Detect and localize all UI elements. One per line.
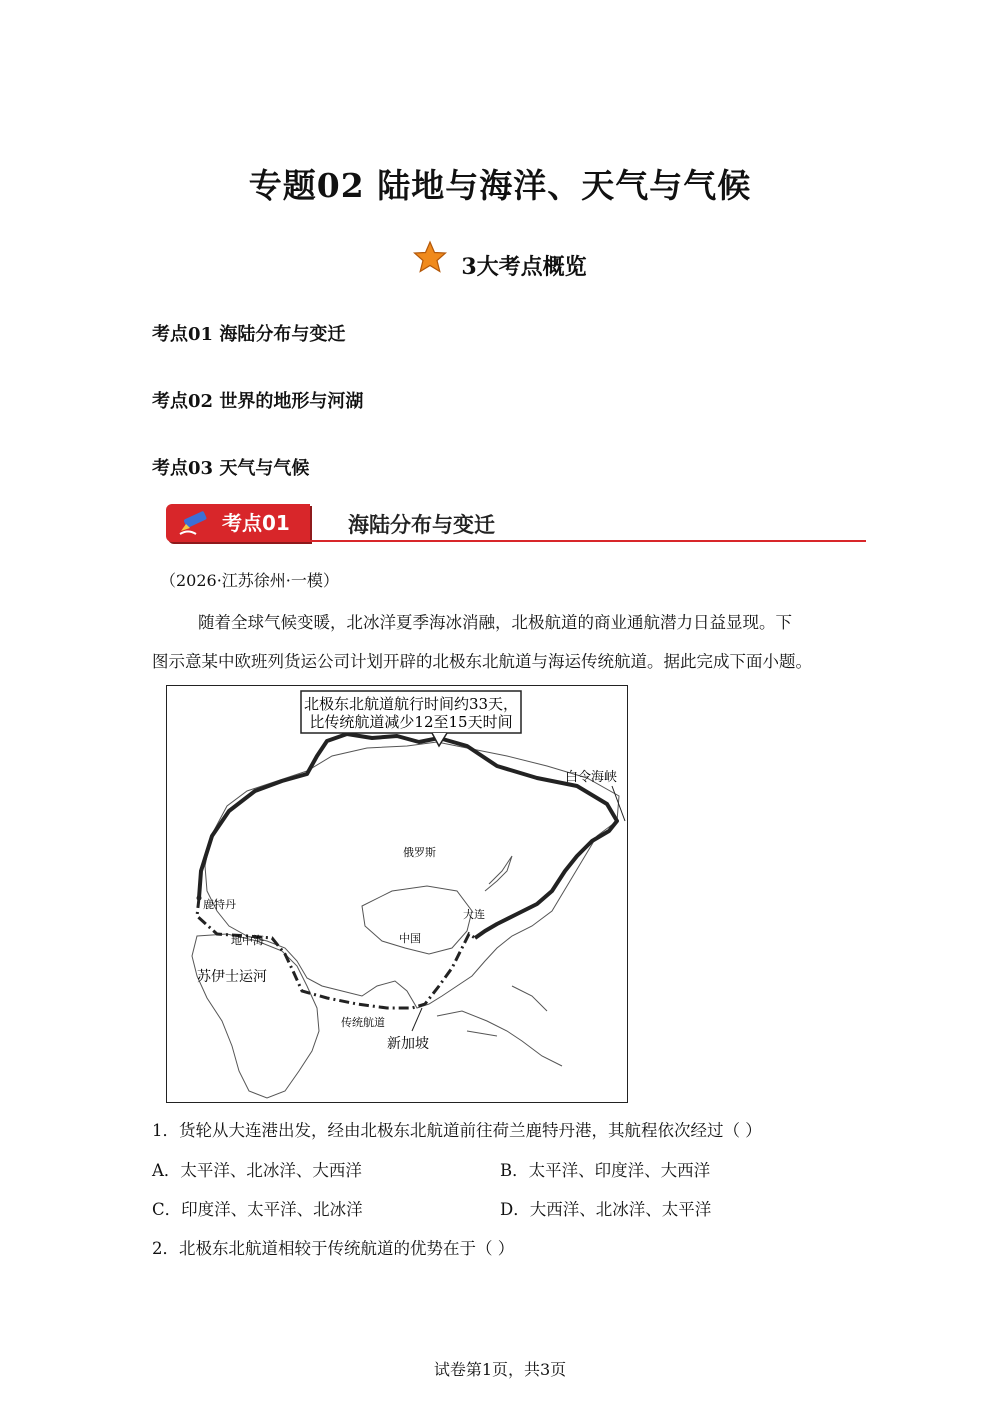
japan-outline (485, 856, 512, 891)
label-mediterranean: 地中海 (231, 934, 264, 947)
question-2-number: 2． (152, 1239, 179, 1258)
africa-outline (192, 934, 319, 1098)
paragraph-line-2: 图示意某中欧班列货运公司计划开辟的北极东北航道与海运传统航道。据此完成下面小题。 (152, 652, 812, 671)
label-russia: 俄罗斯 (403, 846, 436, 859)
question-1-option-a[interactable]: A．太平洋、北冰洋、大西洋 (152, 1161, 362, 1180)
banner-heading: 海陆分布与变迁 (348, 513, 495, 537)
label-bering: 白令海峡 (565, 770, 618, 785)
section-banner (166, 504, 866, 546)
label-rotterdam: 鹿特丹 (203, 898, 236, 911)
star-icon (413, 240, 447, 274)
paragraph-line-1: 随着全球气候变暖，北冰洋夏季海冰消融，北极航道的商业通航潜力日益显现。下 (198, 613, 792, 632)
question-2-stem: 北极东北航道相较于传统航道的优势在于（ ） (179, 1239, 515, 1258)
label-suez: 苏伊士运河 (197, 969, 267, 985)
kaodian-item-2: 考点02 世界的地形与河湖 (152, 391, 364, 412)
label-traditional: 传统航道 (341, 1016, 385, 1029)
pen-icon (178, 509, 212, 537)
label-dalian: 大连 (463, 908, 485, 921)
page-number: 试卷第1页，共3页 (433, 1360, 567, 1379)
callout-line-2: 比传统航道减少12至15天时间 (309, 713, 513, 731)
question-2 (152, 1235, 514, 1259)
banner-rule (310, 540, 866, 542)
overview-label: 3大考点概览 (461, 254, 587, 280)
route-map-svg (167, 686, 626, 1101)
kaodian-item-3: 考点03 天气与气候 (152, 458, 310, 479)
se-asia-islands (437, 986, 562, 1066)
question-1-number: 1． (152, 1121, 179, 1140)
question-1 (152, 1117, 762, 1141)
question-1-option-d[interactable]: D．大西洋、北冰洋、太平洋 (500, 1200, 712, 1219)
question-1-option-b[interactable]: B．太平洋、印度洋、大西洋 (500, 1161, 711, 1180)
route-map (166, 685, 628, 1103)
question-1-stem: 货轮从大连港出发，经由北极东北航道前往荷兰鹿特丹港，其航程依次经过（ ） (179, 1121, 762, 1140)
overview-heading (0, 232, 1000, 281)
callout-line-1: 北极东北航道航行时间约33天， (303, 695, 519, 713)
label-china: 中国 (399, 932, 421, 945)
question-paragraph (152, 603, 852, 681)
document-title: 专题02 陆地与海洋、天气与气候 (248, 166, 752, 205)
banner-tag: 考点01 (222, 511, 290, 535)
question-source: （2026·江苏徐州·一模） (160, 571, 339, 590)
label-singapore: 新加坡 (387, 1036, 429, 1052)
kaodian-item-1: 考点01 海陆分布与变迁 (152, 324, 346, 345)
question-1-option-c[interactable]: C．印度洋、太平洋、北冰洋 (152, 1200, 363, 1219)
